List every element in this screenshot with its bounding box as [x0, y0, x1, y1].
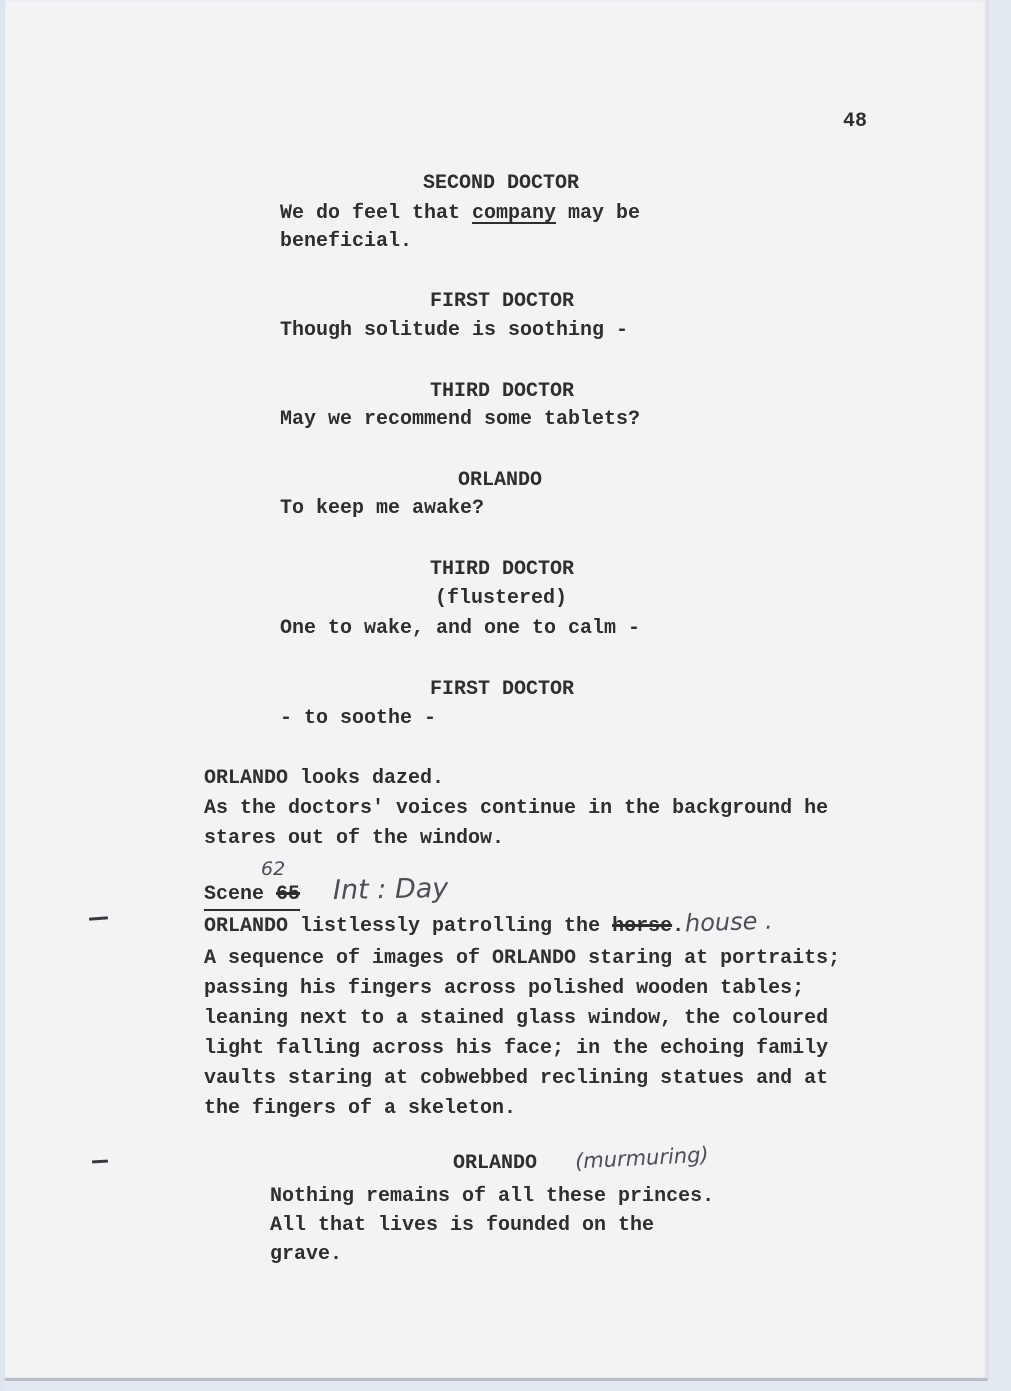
handwritten-parenthetical: (murmuring) [574, 1142, 710, 1174]
character-name: FIRST DOCTOR [430, 678, 575, 701]
handwritten-correction: house . [684, 906, 774, 938]
action-line: passing his fingers across polished wooden tables; [204, 977, 805, 1000]
dialogue-line: grave. [270, 1243, 343, 1266]
character-name: ORLANDO [453, 1152, 538, 1175]
action-line: ORLANDO looks dazed. [204, 767, 445, 790]
struck-word: horse [612, 915, 673, 938]
dialogue-line: Nothing remains of all these princes. [270, 1185, 715, 1208]
dialogue-line [280, 202, 640, 226]
margin-dash-mark [92, 1160, 108, 1164]
character-name: THIRD DOCTOR [430, 558, 575, 581]
dialogue-line: One to wake, and one to calm - [280, 617, 641, 640]
dialogue-line: To keep me awake? [280, 497, 485, 520]
action-line: the fingers of a skeleton. [204, 1097, 517, 1120]
character-name: ORLANDO [458, 469, 543, 492]
action-line: As the doctors' voices continue in the background he [204, 797, 829, 820]
dialogue-line: beneficial. [280, 230, 413, 253]
dialogue-line: - to soothe - [280, 707, 437, 730]
character-name: THIRD DOCTOR [430, 380, 575, 403]
action-line: light falling across his face; in the echoing family [204, 1037, 829, 1060]
action-segment: ORLANDO listlessly patrolling the [204, 915, 613, 938]
action-line: stares out of the window. [204, 827, 505, 850]
character-name: SECOND DOCTOR [423, 172, 580, 195]
handwritten-scene-number: 62 [261, 858, 286, 880]
scene-heading-underlined [204, 883, 300, 911]
margin-dash-mark [89, 916, 108, 920]
script-page [5, 0, 988, 1381]
action-line: leaning next to a stained glass window, the coloured [204, 1007, 829, 1030]
underlined-word: company [472, 202, 557, 225]
page-number: 48 [843, 110, 868, 133]
action-segment: . [672, 915, 685, 938]
action-line [204, 915, 684, 939]
dialogue-line: All that lives is founded on the [270, 1214, 655, 1237]
dialogue-line: May we recommend some tablets? [280, 408, 641, 431]
character-name: FIRST DOCTOR [430, 290, 575, 313]
handwritten-scene-time: Int : Day [332, 872, 449, 907]
struck-scene-number: 65 [276, 883, 301, 906]
action-line: A sequence of images of ORLANDO staring at portraits; [204, 947, 841, 970]
dialogue-segment: We do feel that [280, 202, 473, 225]
dialogue-segment: may be [556, 202, 641, 225]
dialogue-line: Though solitude is soothing - [280, 319, 629, 342]
parenthetical: (flustered) [435, 587, 568, 610]
scene-label: Scene [204, 883, 277, 906]
action-line: vaults staring at cobwebbed reclining statues and at [204, 1067, 829, 1090]
scene-heading [204, 883, 300, 907]
